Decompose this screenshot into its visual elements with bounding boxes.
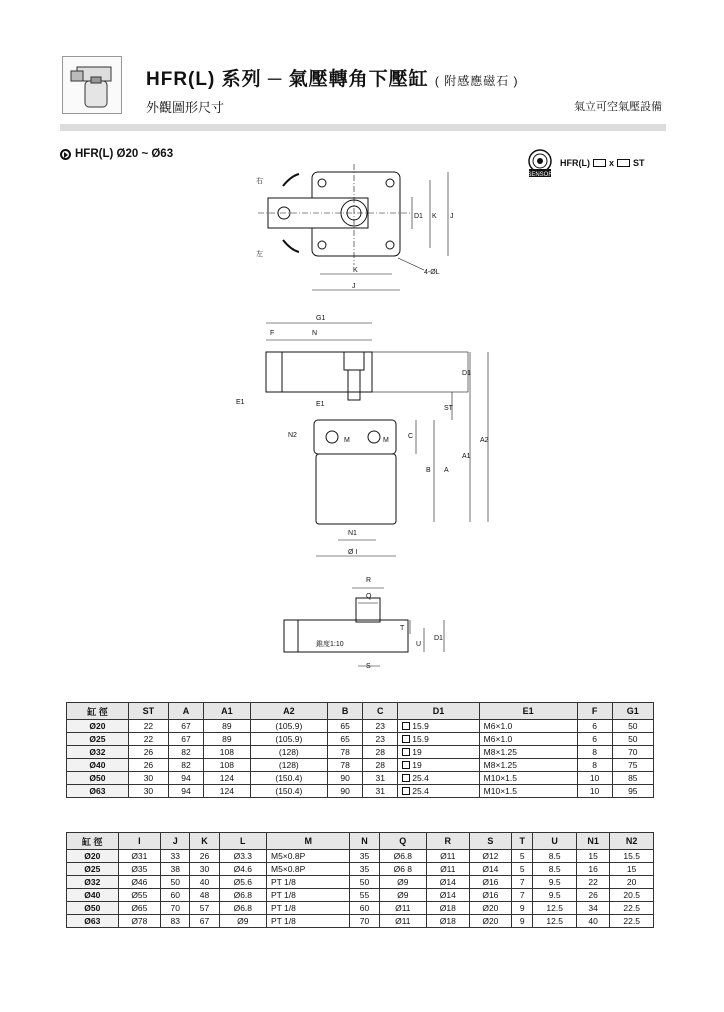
- table-row: [67, 720, 654, 733]
- table2-cell: Ø55: [118, 889, 161, 902]
- table1-header-4: A2: [250, 703, 327, 720]
- page-subtitle: 外觀圖形尺寸: [146, 100, 225, 115]
- table2-cell: 57: [190, 902, 219, 915]
- table2-cell: Ø31: [118, 850, 161, 863]
- square-symbol-icon: [402, 748, 410, 756]
- table2-cell: Ø14: [426, 889, 469, 902]
- label-T: T: [400, 625, 405, 632]
- table2-header-10: T: [512, 833, 533, 850]
- table2-cell: 5: [512, 850, 533, 863]
- table2-cell: 12.5: [533, 902, 577, 915]
- dimensions-table-2: [66, 832, 654, 928]
- table-row: [67, 850, 654, 863]
- table1-cell: M8×1.25: [479, 759, 577, 772]
- table2-cell: 15.5: [610, 850, 654, 863]
- table-row: [67, 785, 654, 798]
- table1-cell: 85: [612, 772, 653, 785]
- table1-cell-value: 15.9: [412, 721, 429, 731]
- table1-cell: 8: [577, 759, 612, 772]
- table2-cell: 60: [350, 902, 379, 915]
- table1-cell-value: 19: [412, 747, 422, 757]
- label-J: J: [352, 283, 356, 290]
- table1-cell: M6×1.0: [479, 720, 577, 733]
- table2-header-2: J: [161, 833, 190, 850]
- label-D1-front: D1: [462, 370, 471, 377]
- label-4L: 4-ØL: [424, 269, 440, 276]
- table1-cell: 94: [168, 772, 203, 785]
- table1-header-10: G1: [612, 703, 653, 720]
- table1-cell: 89: [204, 733, 251, 746]
- table2-cell: 8.5: [533, 863, 577, 876]
- table1-cell: 31: [363, 772, 398, 785]
- table2-cell: 26: [576, 889, 609, 902]
- table1-cell: 26: [128, 759, 168, 772]
- table2-cell: Ø9: [219, 915, 266, 928]
- table-row: [67, 759, 654, 772]
- table1-header-9: F: [577, 703, 612, 720]
- table1-cell: 108: [204, 746, 251, 759]
- label-A1: A1: [462, 453, 471, 460]
- label-M-left: M: [344, 437, 350, 444]
- table1-header-3: A1: [204, 703, 251, 720]
- table1-cell: (128): [250, 746, 327, 759]
- table2-cell: Ø9: [379, 876, 426, 889]
- table2-cell: 55: [350, 889, 379, 902]
- label-R: R: [366, 577, 372, 584]
- table2-cell: Ø20: [469, 902, 512, 915]
- table2-cell: 50: [161, 876, 190, 889]
- table2-header-12: N1: [576, 833, 609, 850]
- table2-cell: PT 1/8: [266, 889, 349, 902]
- model-prefix: HFR(L): [560, 158, 590, 168]
- label-ST: ST: [444, 405, 453, 412]
- table1-cell: Ø25: [67, 733, 129, 746]
- table1-cell: M10×1.5: [479, 772, 577, 785]
- table2-cell: 9: [512, 902, 533, 915]
- table-row: [67, 863, 654, 876]
- label-A: A: [444, 467, 449, 474]
- table1-cell: 50: [612, 720, 653, 733]
- table2-cell: 34: [576, 902, 609, 915]
- table2-cell: Ø12: [469, 850, 512, 863]
- label-J-side: J: [450, 213, 454, 220]
- table1-cell: Ø32: [67, 746, 129, 759]
- table1-cell: [398, 759, 479, 772]
- table2-cell: 22.5: [610, 915, 654, 928]
- table2-cell: 83: [161, 915, 190, 928]
- title-note: ( 附感應磁石 ): [434, 74, 519, 88]
- square-symbol-icon: [402, 774, 410, 782]
- table-row: [67, 876, 654, 889]
- section-label: HFR(L) Ø20 ~ Ø63: [75, 148, 174, 160]
- label-N: N: [312, 330, 318, 337]
- square-symbol-icon: [402, 761, 410, 769]
- table2-cell: 20.5: [610, 889, 654, 902]
- table1-cell: Ø40: [67, 759, 129, 772]
- table1-cell: 65: [328, 733, 363, 746]
- table2-cell: Ø16: [469, 889, 512, 902]
- table1-cell: 31: [363, 785, 398, 798]
- table2-header-1: I: [118, 833, 161, 850]
- table1-cell: 30: [128, 772, 168, 785]
- table1-header-8: E1: [479, 703, 577, 720]
- table1-cell: 82: [168, 746, 203, 759]
- table2-cell: Ø40: [67, 889, 119, 902]
- table2-cell: 16: [576, 863, 609, 876]
- table1-cell: 94: [168, 785, 203, 798]
- table2-cell: Ø18: [426, 915, 469, 928]
- table2-cell: 30: [190, 863, 219, 876]
- table1-cell: 90: [328, 785, 363, 798]
- label-E1-left: E1: [236, 399, 245, 406]
- table2-cell: Ø25: [67, 863, 119, 876]
- table1-cell: 28: [363, 759, 398, 772]
- table1-cell: M8×1.25: [479, 746, 577, 759]
- table2-cell: 15: [576, 850, 609, 863]
- table2-cell: M5×0.8P: [266, 850, 349, 863]
- label-left: 左: [256, 251, 263, 258]
- label-S: S: [366, 663, 371, 670]
- table2-cell: Ø50: [67, 902, 119, 915]
- table2-cell: PT 1/8: [266, 902, 349, 915]
- table1-cell: Ø63: [67, 785, 129, 798]
- table2-cell: 9: [512, 915, 533, 928]
- table2-header-4: L: [219, 833, 266, 850]
- table2-cell: Ø11: [379, 902, 426, 915]
- table2-cell: Ø35: [118, 863, 161, 876]
- table2-cell: Ø20: [469, 915, 512, 928]
- table1-cell: 67: [168, 720, 203, 733]
- table1-header-7: D1: [398, 703, 479, 720]
- table2-header-7: Q: [379, 833, 426, 850]
- table2-cell: 9.5: [533, 889, 577, 902]
- table2-cell: 40: [190, 876, 219, 889]
- table1-cell: 6: [577, 733, 612, 746]
- table1-cell: 30: [128, 785, 168, 798]
- table2-cell: 5: [512, 863, 533, 876]
- label-taper: 錐度1:10: [316, 641, 344, 648]
- table2-header-6: N: [350, 833, 379, 850]
- table1-cell: 95: [612, 785, 653, 798]
- table1-cell: M6×1.0: [479, 733, 577, 746]
- table2-cell: Ø32: [67, 876, 119, 889]
- table2-cell: 60: [161, 889, 190, 902]
- table1-cell: 10: [577, 785, 612, 798]
- table2-cell: Ø4.6: [219, 863, 266, 876]
- table2-cell: 22: [576, 876, 609, 889]
- table1-cell: 70: [612, 746, 653, 759]
- table1-cell-value: 25.4: [412, 786, 429, 796]
- table1-cell: 75: [612, 759, 653, 772]
- table1-body: [67, 720, 654, 798]
- table1-cell: 23: [363, 733, 398, 746]
- label-K-side: K: [432, 213, 437, 220]
- label-I: Ø I: [348, 549, 358, 556]
- table2-cell: Ø6.8: [219, 902, 266, 915]
- table2-cell: Ø78: [118, 915, 161, 928]
- table2-cell: Ø65: [118, 902, 161, 915]
- table1-cell: 26: [128, 746, 168, 759]
- label-right: 右: [256, 178, 263, 185]
- table2-cell: 48: [190, 889, 219, 902]
- table1-cell: 65: [328, 720, 363, 733]
- table2-cell: Ø6.8: [219, 889, 266, 902]
- table-row: [67, 772, 654, 785]
- table2-header-5: M: [266, 833, 349, 850]
- table1-cell: [398, 746, 479, 759]
- square-symbol-icon: [402, 787, 410, 795]
- table2-cell: Ø46: [118, 876, 161, 889]
- table2-cell: Ø20: [67, 850, 119, 863]
- table1-cell: 67: [168, 733, 203, 746]
- table2-cell: 7: [512, 876, 533, 889]
- table2-cell: Ø11: [379, 915, 426, 928]
- table1-cell: 90: [328, 772, 363, 785]
- table2-cell: 22.5: [610, 902, 654, 915]
- table1-cell: 23: [363, 720, 398, 733]
- table1-header-1: ST: [128, 703, 168, 720]
- table2-body: [67, 850, 654, 928]
- table1-cell-value: 15.9: [412, 734, 429, 744]
- table1-cell-value: 25.4: [412, 773, 429, 783]
- label-A2: A2: [480, 437, 489, 444]
- table2-cell: 12.5: [533, 915, 577, 928]
- sensor-logo-text: SENSOR: [527, 172, 553, 178]
- table2-cell: 67: [190, 915, 219, 928]
- square-symbol-icon: [402, 722, 410, 730]
- table-row: [67, 889, 654, 902]
- table2-cell: 15: [610, 863, 654, 876]
- table-row: [67, 746, 654, 759]
- table1-cell: 78: [328, 746, 363, 759]
- table1-cell: (150.4): [250, 785, 327, 798]
- model-suffix: ST: [633, 158, 645, 168]
- label-G1: G1: [316, 315, 326, 322]
- table1-cell: 8: [577, 746, 612, 759]
- table1-cell: 124: [204, 785, 251, 798]
- label-M-right: M: [383, 437, 389, 444]
- table2-header-8: R: [426, 833, 469, 850]
- table2-header-3: K: [190, 833, 219, 850]
- table1-header-0: 缸 徑: [67, 703, 129, 720]
- table1-cell: 124: [204, 772, 251, 785]
- table2-header-0: 缸 徑: [67, 833, 119, 850]
- table2-cell: Ø9: [379, 889, 426, 902]
- table2-cell: 50: [350, 876, 379, 889]
- table1-cell: (105.9): [250, 720, 327, 733]
- table-row: [67, 915, 654, 928]
- table2-header-9: S: [469, 833, 512, 850]
- table1-header-2: A: [168, 703, 203, 720]
- table-row: [67, 733, 654, 746]
- table2-cell: Ø5.6: [219, 876, 266, 889]
- table1-cell: Ø20: [67, 720, 129, 733]
- table1-cell: M10×1.5: [479, 785, 577, 798]
- model-x: x: [609, 158, 615, 168]
- table1-cell: 82: [168, 759, 203, 772]
- table2-cell: 70: [161, 902, 190, 915]
- table1-cell: (105.9): [250, 733, 327, 746]
- table1-cell: 89: [204, 720, 251, 733]
- table-row: [67, 902, 654, 915]
- table1-cell: (150.4): [250, 772, 327, 785]
- dimensions-table-1: [66, 702, 654, 798]
- table2-cell: Ø11: [426, 863, 469, 876]
- table1-cell: 50: [612, 733, 653, 746]
- page-title: HFR(L) 系列 ─ 氣壓轉角下壓缸 ( 附感應磁石 ): [146, 69, 519, 90]
- label-F: F: [270, 330, 275, 337]
- label-Q: Q: [366, 593, 372, 600]
- label-C: C: [408, 433, 414, 440]
- table2-header-row: [67, 833, 654, 850]
- table1-header-6: C: [363, 703, 398, 720]
- table2-cell: Ø63: [67, 915, 119, 928]
- table2-cell: Ø14: [469, 863, 512, 876]
- table2-cell: 20: [610, 876, 654, 889]
- table2-cell: Ø11: [426, 850, 469, 863]
- table1-cell: [398, 733, 479, 746]
- table2-cell: 9.5: [533, 876, 577, 889]
- table1-cell: [398, 772, 479, 785]
- table2-cell: M5×0.8P: [266, 863, 349, 876]
- table2-cell: 38: [161, 863, 190, 876]
- table1-cell: 10: [577, 772, 612, 785]
- table2-cell: Ø6.8: [379, 850, 426, 863]
- table2-cell: PT 1/8: [266, 876, 349, 889]
- label-U: U: [416, 641, 422, 648]
- label-K: K: [353, 267, 358, 274]
- table2-cell: Ø18: [426, 902, 469, 915]
- table1-cell: [398, 785, 479, 798]
- table1-cell: [398, 720, 479, 733]
- table2-cell: 40: [576, 915, 609, 928]
- table1-cell: (128): [250, 759, 327, 772]
- table2-cell: PT 1/8: [266, 915, 349, 928]
- table2-cell: Ø16: [469, 876, 512, 889]
- company-name: 氣立可空氣壓設備: [574, 101, 662, 113]
- table2-cell: 26: [190, 850, 219, 863]
- table1-header-row: [67, 703, 654, 720]
- table1-cell: 22: [128, 720, 168, 733]
- table2-header-13: N2: [610, 833, 654, 850]
- table2-cell: 35: [350, 863, 379, 876]
- table1-cell-value: 19: [412, 760, 422, 770]
- table2-cell: 7: [512, 889, 533, 902]
- table2-cell: Ø14: [426, 876, 469, 889]
- label-N2: N2: [288, 432, 297, 439]
- label-B: B: [426, 467, 431, 474]
- label-N1: N1: [348, 530, 357, 537]
- table1-cell: 78: [328, 759, 363, 772]
- square-symbol-icon: [402, 735, 410, 743]
- table2-cell: Ø3.3: [219, 850, 266, 863]
- table2-cell: 8.5: [533, 850, 577, 863]
- table1-cell: 28: [363, 746, 398, 759]
- table2-cell: 35: [350, 850, 379, 863]
- table2-header-11: U: [533, 833, 577, 850]
- table2-cell: 70: [350, 915, 379, 928]
- label-D1-detail: D1: [434, 635, 443, 642]
- table1-cell: 22: [128, 733, 168, 746]
- table1-cell: Ø50: [67, 772, 129, 785]
- table1-header-5: B: [328, 703, 363, 720]
- table1-cell: 108: [204, 759, 251, 772]
- table2-cell: 33: [161, 850, 190, 863]
- table1-cell: 6: [577, 720, 612, 733]
- label-E1: E1: [316, 401, 325, 408]
- label-D1-top: D1: [414, 213, 423, 220]
- table2-cell: Ø6 8: [379, 863, 426, 876]
